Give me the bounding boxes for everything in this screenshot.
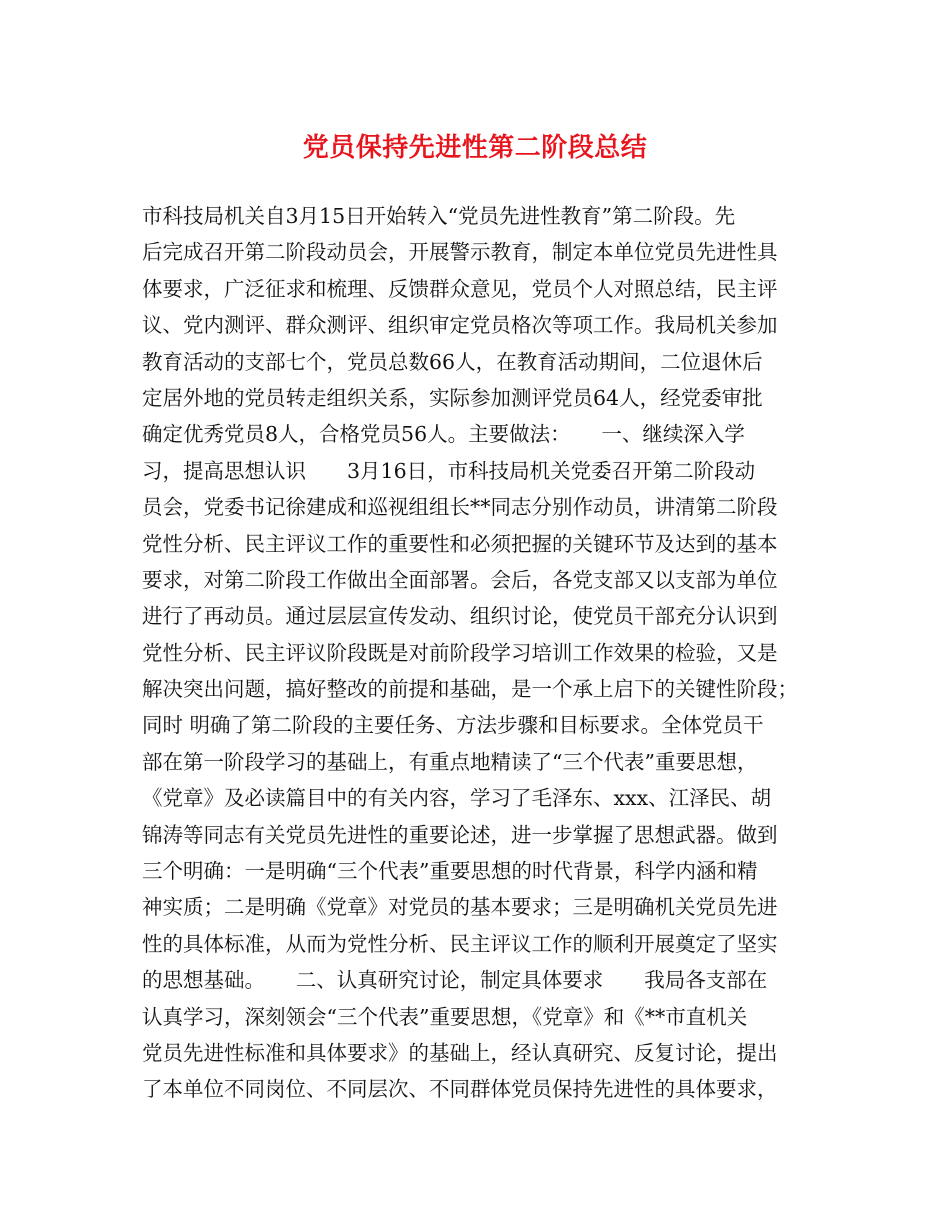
paragraph-line: 进行了再动员。通过层层宣传发动、组织讨论，使党员干部充分认识到 [142, 604, 778, 629]
paragraph-line: 要求，对第二阶段工作做出全面部署。会后，各党支部又以支部为单位 [142, 567, 778, 592]
paragraph-line: 锦涛等同志有关党员先进性的重要论述，进一步掌握了思想武器。做到 [142, 822, 778, 847]
paragraph-line: 定居外地的党员转走组织关系，实际参加测评党员64人，经党委审批 [142, 385, 763, 410]
paragraph-line: 习，提高思想认识 3月16日，市科技局机关党委召开第二阶段动 [142, 458, 756, 483]
paragraph-line: 部在第一阶段学习的基础上，有重点地精读了“三个代表”重要思想， [142, 749, 758, 774]
paragraph-line: 三个明确：一是明确“三个代表”重要思想的时代背景，科学内涵和精 [142, 859, 758, 884]
paragraph-line: 党性分析、民主评议工作的重要性和必须把握的关键环节及达到的基本 [142, 531, 778, 556]
paragraph-line: 神实质；二是明确《党章》对党员的基本要求；三是明确机关党员先进 [142, 895, 778, 920]
paragraph-line: 解决突出问题，搞好整改的前提和基础，是一个承上启下的关键性阶段； [142, 677, 798, 702]
paragraph-line: 了本单位不同岗位、不同层次、不同群体党员保持先进性的具体要求， [142, 1077, 778, 1102]
paragraph-line: 的思想基础。 二、认真研究讨论，制定具体要求 我局各支部在 [142, 968, 768, 993]
paragraph-line: 性的具体标准，从而为党性分析、民主评议工作的顺利开展奠定了坚实 [142, 931, 778, 956]
paragraph-line: 教育活动的支部七个，党员总数66人，在教育活动期间，二位退休后 [142, 349, 763, 374]
paragraph-line: 员会，党委书记徐建成和巡视组组长**同志分别作动员，讲清第二阶段 [142, 495, 778, 520]
paragraph-line: 党员先进性标准和具体要求》的基础上，经认真研究、反复讨论，提出 [142, 1040, 778, 1065]
document-body [142, 198, 814, 1108]
paragraph-line: 党性分析、民主评议阶段既是对前阶段学习培训工作效果的检验，又是 [142, 640, 778, 665]
paragraph-line: 同时 明确了第二阶段的主要任务、方法步骤和目标要求。全体党员干 [142, 713, 764, 738]
paragraph-line: 后完成召开第二阶段动员会，开展警示教育，制定本单位党员先进性具 [142, 240, 778, 265]
paragraph-line: 议、党内测评、群众测评、组织审定党员格次等项工作。我局机关参加 [142, 313, 778, 338]
paragraph-line: 市科技局机关自3月15日开始转入“党员先进性教育”第二阶段。先 [142, 204, 736, 228]
document-title: 党员保持先进性第二阶段总结 [302, 133, 648, 163]
paragraph-line: 体要求，广泛征求和梳理、反馈群众意见，党员个人对照总结，民主评 [142, 276, 778, 301]
paragraph-line: 《党章》及必读篇目中的有关内容，学习了毛泽东、xxx、江泽民、胡 [142, 786, 772, 811]
paragraph-line: 确定优秀党员8人，合格党员56人。主要做法： 一、继续深入学 [142, 422, 745, 447]
paragraph-line: 认真学习，深刻领会“三个代表”重要思想，《党章》和《**市直机关 [142, 1004, 748, 1029]
